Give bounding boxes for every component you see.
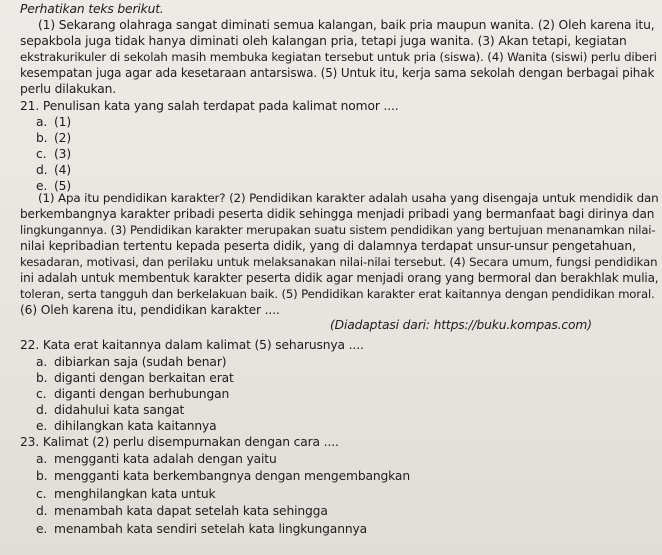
option-letter: c.	[36, 147, 47, 161]
option-23c	[36, 486, 215, 502]
option-22e	[36, 418, 217, 434]
passage2-line: nilai kepribadian tertentu kepada peserta didik, yang di dalamnya terdapat unsur-unsur pengetahuan,	[20, 239, 636, 253]
option-text: diganti dengan berkaitan erat	[54, 371, 234, 385]
question-21-stem: 21. Penulisan kata yang salah terdapat pada kalimat nomor ....	[20, 99, 399, 113]
option-text: (5)	[54, 179, 71, 193]
option-text: menambah kata sendiri setelah kata lingkungannya	[54, 522, 367, 536]
option-22d	[36, 402, 184, 418]
option-letter: d.	[36, 504, 48, 518]
passage1-line: sepakbola juga tidak hanya diminati oleh kalangan pria, tetapi juga wanita. (3) Akan tetapi, kegiatan	[20, 34, 627, 48]
option-letter: e.	[36, 179, 48, 193]
source-citation: (Diadaptasi dari: https://buku.kompas.com)	[330, 318, 592, 332]
option-letter: b.	[36, 371, 48, 385]
option-21b	[36, 130, 71, 146]
option-text: menambah kata dapat setelah kata sehingga	[54, 504, 328, 518]
option-text: mengganti kata berkembangnya dengan mengembangkan	[54, 469, 410, 483]
option-letter: b.	[36, 131, 48, 145]
option-text: dibiarkan saja (sudah benar)	[54, 355, 227, 369]
passage2-line: kesadaran, motivasi, dan perilaku untuk melaksanakan nilai-nilai tersebut. (4) Secara umum, fungsi pendidikan	[20, 255, 658, 269]
option-letter: c.	[36, 487, 47, 501]
option-letter: d.	[36, 163, 48, 177]
passage2-line: toleran, serta tangguh dan berkelakuan baik. (5) Pendidikan karakter erat kaitannya dengan pendidikan moral.	[20, 287, 655, 301]
option-text: menghilangkan kata untuk	[54, 487, 216, 501]
option-letter: c.	[36, 387, 47, 401]
option-23d	[36, 503, 328, 519]
passage2-line: (1) Apa itu pendidikan karakter? (2) Pendidikan karakter adalah usaha yang disengaja untuk mendidik dan	[38, 191, 659, 205]
option-23b	[36, 468, 410, 484]
option-text: diganti dengan berhubungan	[54, 387, 230, 401]
option-21d	[36, 162, 71, 178]
option-letter: a.	[36, 115, 48, 129]
option-text: didahului kata sangat	[54, 403, 185, 417]
option-23a	[36, 451, 277, 467]
passage2-line: lingkungannya. (3) Pendidikan karakter merupakan suatu sistem pendidikan yang bertujuan menanamkan nilai-	[20, 223, 656, 237]
passage1-line: ekstrakurikuler di sekolah masih membuka kegiatan tersebut untuk pria (siswa). (4) Wanita (siswi) perlu diberi	[20, 50, 657, 64]
passage2-line: (6) Oleh karena itu, pendidikan karakter ....	[20, 303, 280, 317]
passage2-line: berkembangnya karakter pribadi peserta didik sehingga menjadi pribadi yang bermanfaat bagi dirinya dan	[20, 207, 655, 221]
question-22-stem: 22. Kata erat kaitannya dalam kalimat (5) seharusnya ....	[20, 338, 364, 352]
question-23-stem: 23. Kalimat (2) perlu disempurnakan dengan cara ....	[20, 435, 339, 449]
option-letter: e.	[36, 522, 48, 536]
option-text: (2)	[54, 131, 71, 145]
passage1-line: (1) Sekarang olahraga sangat diminati semua kalangan, baik pria maupun wanita. (2) Oleh karena itu,	[38, 18, 655, 32]
option-text: mengganti kata adalah dengan yaitu	[54, 452, 277, 466]
option-text: dihilangkan kata kaitannya	[54, 419, 217, 433]
option-21a	[36, 114, 71, 130]
option-23e	[36, 521, 367, 537]
passage2-line: ini adalah untuk membentuk karakter peserta didik agar menjadi orang yang bermoral dan berakhlak mulia,	[20, 271, 659, 285]
option-text: (1)	[54, 115, 71, 129]
option-text: (4)	[54, 163, 71, 177]
option-letter: a.	[36, 452, 48, 466]
option-21c	[36, 146, 71, 162]
option-letter: b.	[36, 469, 48, 483]
option-text: (3)	[54, 147, 71, 161]
option-22c	[36, 386, 229, 402]
passage1-line: perlu dilakukan.	[20, 82, 116, 96]
passage1-line: kesempatan juga agar ada kesetaraan antarsiswa. (5) Untuk itu, kerja sama sekolah dengan berbagai pihak	[20, 66, 655, 80]
option-letter: d.	[36, 403, 48, 417]
option-letter: a.	[36, 355, 48, 369]
option-letter: e.	[36, 419, 48, 433]
section-header: Perhatikan teks berikut.	[20, 2, 164, 16]
option-22a	[36, 354, 226, 370]
option-22b	[36, 370, 234, 386]
